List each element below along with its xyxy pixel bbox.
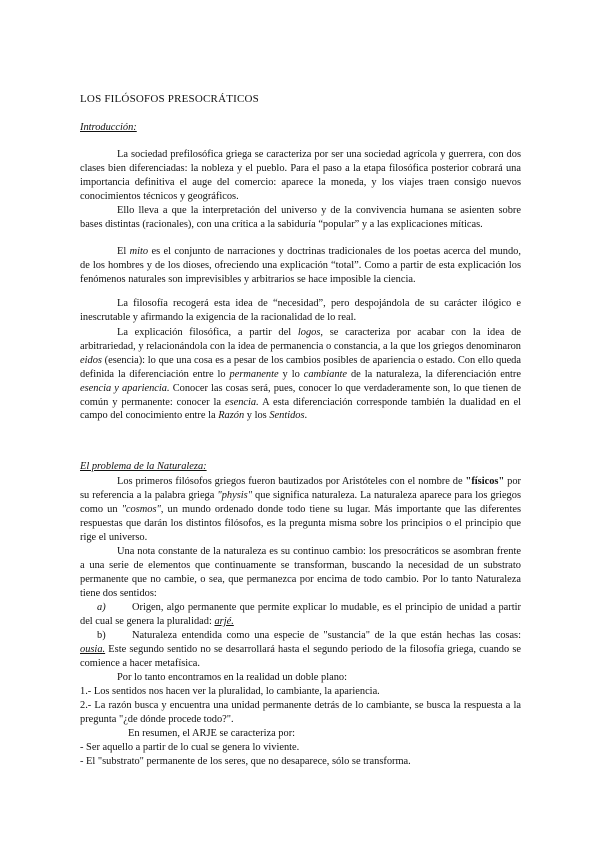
paragraph-explicacion-filosofica: La explicación filosófica, a partir del logos, se caracteriza por acabar con la idea de arbitrariedad, y relacionándola con la idea de permanencia o constancia, a la que los griegos denominaron eidos (esencia): lo que una cosa es a pesar de los cambios posibles de apariencia o estado. Con ello queda definida la diferenciación entre lo permanente y lo cambiante de la naturaleza, la diferenciación entre esencia y apariencia. Conocer las cosas será, pues, conocer lo que verdaderamente son, lo que tienen de común y permanente: conocer la esencia. A esta diferenciación corresponde también la dualidad en el campo del conocimiento entre la Razón y los Sentidos. (80, 327, 522, 422)
numbered-item-2: 2.- La razón busca y encuentra una unidad permanente detrás de lo cambiante, se busca la respuesta a la pregunta "¿de dónde procede todo?". (80, 700, 521, 725)
paragraph-cambio: Una nota constante de la naturaleza es su continuo cambio: los presocráticos se asombran frente a una serie de elementos que continuamente se transforman, buscando la necesidad de un substrato permanente que no cambie, o sea, que permanezca por encima de todo cambio. Por lo tanto Naturaleza tiene dos sentidos: (80, 546, 521, 599)
section-heading-introduccion: Introducción: (80, 122, 137, 133)
document-title: LOS FILÓSOFOS PRESOCRÁTICOS (80, 93, 259, 105)
paragraph-intro-2: Ello lleva a que la interpretación del universo y de la convivencia humana se asienten sobre bases distintas (racionales), con una crítica a la sabiduría “popular” y a las explicaciones míticas. (80, 205, 521, 230)
section-heading-naturaleza: El problema de la Naturaleza: (80, 461, 207, 472)
paragraph-arje: En resumen, el ARJE se caracteriza por: (128, 728, 296, 739)
bullet-item-1: - Ser aquello a partir de lo cual se genera lo viviente. (80, 742, 300, 753)
paragraph-necesidad: La filosofía recogerá esta idea de “necesidad”, pero despojándola de su carácter ilógico e inescrutable y afirmando la exigencia de la racionalidad de lo real. (80, 298, 521, 323)
bullet-item-2: - El "substrato" permanente de los seres, que no desaparece, sólo se transforma. (80, 756, 411, 767)
paragraph-mito: El mito es el conjunto de narraciones y doctrinas tradicionales de los poetas acerca del mundo, de los hombres y de los dioses, ofreciendo una explicación “total”. Como a partir de esta explicación los fenómenos naturales son imprevisibles y arbitrarios se hace imposible la ciencia. (80, 246, 521, 285)
paragraph-doble-plano: Por lo tanto encontramos en la realidad un doble plano: (117, 672, 347, 683)
list-item-a: a) Origen, algo permanente que permite explicar lo mudable, es el principio de unidad a partir del cual se genera la pluralidad: arjé. (80, 602, 521, 627)
numbered-item-1: 1.- Los sentidos nos hacen ver la pluralidad, lo cambiante, la apariencia. (80, 686, 380, 697)
paragraph-intro-1: La sociedad prefilosófica griega se caracteriza por ser una sociedad agrícola y guerrera, con dos clases bien diferenciadas: la nobleza y el pueblo. Para el paso a la etapa filosófica posterior cobrará una importancia definitiva el auge del comercio: aparece la moneda, y los viajes traen consigo nuevos conocimientos técnicos y geográficos. (80, 149, 521, 202)
list-item-b: b) Naturaleza entendida como una especie de "sustancia" de la que están hechas las cosas: ousia. Este segundo sentido no se desarrollará hasta el segundo periodo de la filosofía griega, cuando se comience a hacer metafísica. (80, 630, 521, 669)
paragraph-fisicos: Los primeros filósofos griegos fueron bautizados por Aristóteles con el nombre de "físicos" por su referencia a la palabra griega "physis" que significa naturaleza. La naturaleza aparece para los griegos como un "cosmos", un mundo ordenado donde todo tiene su lugar. Más importante que las diferentes respuestas que darán los distintos filósofos, es la pregunta misma sobre los principios o el principio que rige el universo. (80, 476, 522, 543)
